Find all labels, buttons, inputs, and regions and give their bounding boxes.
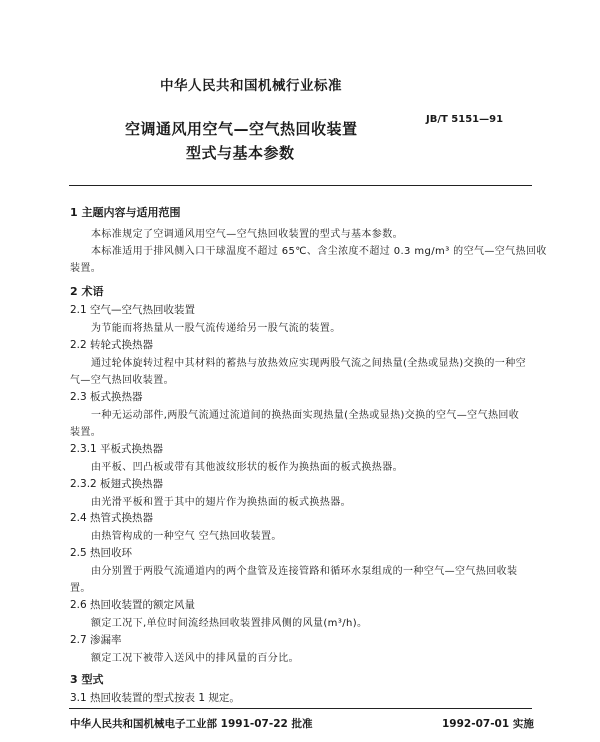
term-2-3-definition: 一种无运动部件,两股气流通过流道间的换热面实现热量(全热或显热)交换的空气—空气热回收 bbox=[91, 410, 520, 421]
footer-effective bbox=[442, 716, 534, 731]
term-2-3-2: 2.3.2 板翅式换热器 bbox=[70, 478, 164, 490]
term-2-5-definition: 由分别置于两股气流通道内的两个盘管及连接管路和循环水泵组成的一种空气—空气热回收装 bbox=[91, 566, 518, 577]
approval-date: 1991-07-22 bbox=[220, 718, 288, 730]
term-2-4: 2.4 热管式换热器 bbox=[70, 512, 154, 524]
term-2-7: 2.7 渗漏率 bbox=[70, 634, 122, 646]
standard-number: JB/T 5151—91 bbox=[426, 114, 504, 125]
term-2-1-definition: 为节能而将热量从一股气流传递给另一股气流的装置。 bbox=[91, 323, 341, 334]
standard-category-header: 中华人民共和国机械行业标准 bbox=[160, 78, 342, 94]
term-2-3-1: 2.3.1 平板式换热器 bbox=[70, 443, 164, 455]
term-2-6-definition: 额定工况下,单位时间流经热回收装置排风侧的风量(m³/h)。 bbox=[91, 618, 368, 629]
document-title-line2: 型式与基本参数 bbox=[186, 144, 295, 162]
section-3-heading: 3 型式 bbox=[70, 673, 104, 686]
term-2-2: 2.2 转轮式换热器 bbox=[70, 339, 154, 351]
section-1-heading: 1 主题内容与适用范围 bbox=[70, 206, 181, 219]
term-2-3: 2.3 板式换热器 bbox=[70, 391, 143, 403]
approval-label: 批准 bbox=[291, 718, 313, 730]
document-title-line1: 空调通风用空气—空气热回收装置 bbox=[125, 120, 358, 138]
section-1-paragraph-1: 本标准规定了空调通风用空气—空气热回收装置的型式与基本参数。 bbox=[91, 229, 403, 240]
effective-date: 1992-07-01 bbox=[442, 718, 510, 730]
term-2-6: 2.6 热回收装置的额定风量 bbox=[70, 599, 196, 611]
footer-divider bbox=[69, 708, 532, 709]
term-2-3-definition-cont: 装置。 bbox=[70, 427, 102, 438]
term-2-5-definition-cont: 置。 bbox=[70, 583, 91, 594]
term-2-2-definition: 通过轮体旋转过程中其材料的蓄热与放热效应实现两股气流之间热量(全热或显热)交换的一种空 bbox=[91, 358, 527, 369]
section-1-paragraph-2: 本标准适用于排风侧入口干球温度不超过 65℃、含尘浓度不超过 0.3 mg/m³ 的空气—空气热回收 bbox=[91, 246, 547, 257]
section-2-heading: 2 术语 bbox=[70, 285, 104, 298]
header-divider bbox=[69, 185, 532, 186]
term-2-7-definition: 额定工况下被带入送风中的排风量的百分比。 bbox=[91, 653, 299, 664]
issuer-name: 中华人民共和国机械电子工业部 bbox=[70, 718, 217, 730]
effective-label: 实施 bbox=[512, 718, 534, 730]
term-2-3-1-definition: 由平板、凹凸板或带有其他波纹形状的板作为换热面的板式换热器。 bbox=[91, 462, 403, 473]
term-2-4-definition: 由热管构成的一种空气 空气热回收装置。 bbox=[91, 531, 282, 542]
footer-issuer bbox=[70, 716, 312, 731]
term-2-5: 2.5 热回收环 bbox=[70, 547, 133, 559]
term-2-1: 2.1 空气—空气热回收装置 bbox=[70, 304, 196, 316]
term-2-2-definition-cont: 气—空气热回收装置。 bbox=[70, 375, 174, 386]
clause-3-1: 3.1 热回收装置的型式按表 1 规定。 bbox=[70, 692, 240, 704]
section-1-paragraph-2-cont: 装置。 bbox=[70, 263, 102, 274]
term-2-3-2-definition: 由光滑平板和置于其中的翅片作为换热面的板式换热器。 bbox=[91, 497, 351, 508]
